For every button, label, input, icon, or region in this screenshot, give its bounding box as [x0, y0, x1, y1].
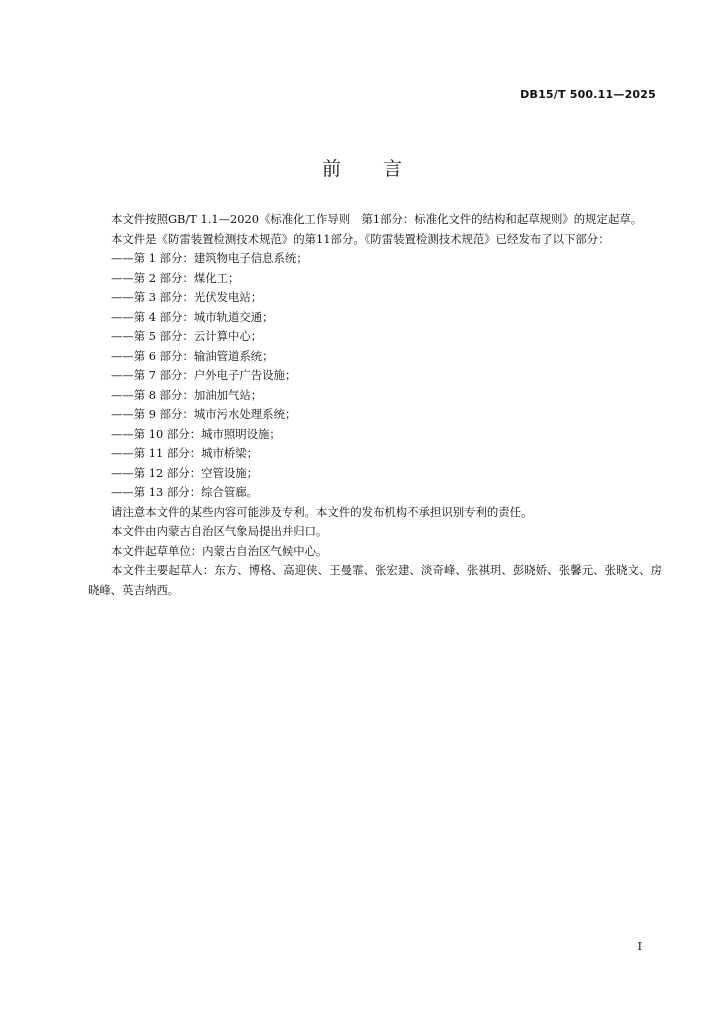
- list-item: ——第 3 部分：光伏发电站；: [111, 290, 263, 304]
- list-item: ——第 2 部分：煤化工；: [111, 270, 240, 285]
- intro-paragraph: 本文件按照GB/T 1.1—2020《标准化工作导则 第1部分：标准化文件的结构和起草规则》的规定起草。: [111, 212, 643, 226]
- drafters-statement: 本文件主要起草人：东方、博格、高迎侠、王曼霏、张宏建、淡奇峰、张祺玥、彭晓娇、张馨元、张晓文、房晓峰、英吉纳西。: [88, 563, 662, 597]
- list-item: ——第 12 部分：空管设施；: [111, 465, 259, 480]
- patent-notice: 请注意本文件的某些内容可能涉及专利。本文件的发布机构不承担识别专利的责任。: [111, 504, 533, 519]
- page-title: 前言: [321, 158, 444, 180]
- document-code: DB15/T 500.11—2025: [520, 88, 656, 101]
- list-item: ——第 11 部分：城市桥梁；: [111, 446, 259, 460]
- list-item: ——第 8 部分：加油加气站；: [111, 387, 263, 402]
- list-item: ——第 10 部分：城市照明设施；: [111, 426, 281, 441]
- page-number: I: [637, 940, 642, 953]
- proposer-statement: 本文件由内蒙古自治区气象局提出并归口。: [111, 524, 328, 538]
- list-item: ——第 6 部分：输油管道系统；: [111, 348, 274, 363]
- list-item: ——第 13 部分：综合管廊。: [111, 485, 259, 499]
- drafting-unit-statement: 本文件起草单位：内蒙古自治区气候中心。: [111, 543, 328, 558]
- list-item: ——第 7 部分：户外电子广告设施；: [111, 368, 297, 382]
- parts-list: [88, 249, 662, 503]
- list-item: ——第 9 部分：城市污水处理系统；: [111, 407, 297, 421]
- series-paragraph: 本文件是《防雷装置检测技术规范》的第11部分。《防雷装置检测技术规范》已经发布了以下部分：: [111, 231, 610, 246]
- document-body: [88, 210, 662, 600]
- list-item: ——第 1 部分：建筑物电子信息系统；: [111, 251, 308, 265]
- list-item: ——第 4 部分：城市轨道交通；: [111, 309, 274, 324]
- list-item: ——第 5 部分：云计算中心；: [111, 329, 263, 343]
